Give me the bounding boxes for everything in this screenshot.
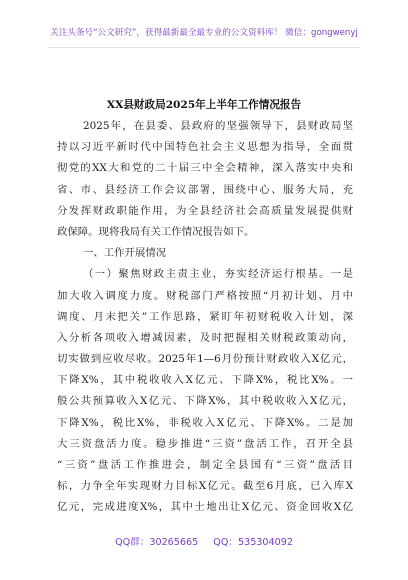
footer-contact: [0, 534, 408, 548]
text-line: 2025年，在县委、县政府的坚强领导下，县财政局坚: [83, 120, 353, 132]
paragraph-intro: [57, 116, 353, 519]
text-line: 省、市、县经济工作会议部署，围绕中心、服务大局，充: [57, 183, 353, 196]
text-line: “三资”盘活工作推进会，制定全县国有“三资”盘活目: [57, 459, 353, 471]
text-line: 彻党的XX大和党的二十届三中全会精神，深入落实中央和: [57, 162, 353, 175]
header-banner: 关注头条号“公文研究”，获得最新最全最专业的公文资料库！ 微信：gongwenyj: [50, 28, 358, 38]
text-line: 调度、月末把关”工作思路，紧盯年初财税收入计划，深: [57, 310, 353, 323]
text-line: 下降X%，税比X%，非税收入X亿元、下降X%。二是加: [57, 416, 353, 429]
document-title: XX县财政局2025年上半年工作情况报告: [106, 99, 302, 111]
qq-group: [115, 537, 198, 548]
text-line: （一）聚焦财政主责主业，夯实经济运行根基。一是: [83, 268, 353, 281]
text-line: 持以习近平新时代中国特色社会主义思想为指导，全面贯: [57, 141, 353, 154]
qq-group-number: 30265665: [149, 537, 199, 548]
text-line: 大三资盘活力度。稳步推进“三资”盘活工作，召开全县: [57, 437, 353, 450]
section-heading: 一、工作开展情况: [83, 247, 167, 260]
text-line: 下降X%，其中税收收入X亿元、下降X%，税比X%。一: [57, 374, 353, 387]
text-line: 标，力争全年实现财力目标X亿元。截至6月底，已入库X: [57, 480, 353, 493]
qq-group-label: QQ群：: [115, 537, 150, 548]
qq-label: QQ：: [213, 537, 238, 548]
text-line: 切实做到应收尽收。2025年1—6月份预计财政收入X亿元，: [57, 353, 353, 366]
header-divider: [48, 47, 360, 48]
text-line: 亿元，完成进度X%，其中土地出让X亿元、资金回收X亿: [57, 501, 353, 514]
text-line: 分发挥财政职能作用，为全县经济社会高质量发展提供财: [57, 204, 353, 217]
qq-number: 535304092: [237, 537, 293, 548]
qq-contact: [213, 537, 293, 548]
text-line: 般公共预算收入X亿元、下降X%，其中税收收入X亿元，: [57, 395, 353, 408]
text-line: 入分析各项收入增减因素，及时把握相关财税政策动向，: [57, 331, 353, 344]
text-line: 加大收入调度力度。财税部门严格按照“月初计划、月中: [57, 289, 353, 302]
text-line: 政保障。现将我局有关工作情况报告如下。: [57, 225, 255, 238]
